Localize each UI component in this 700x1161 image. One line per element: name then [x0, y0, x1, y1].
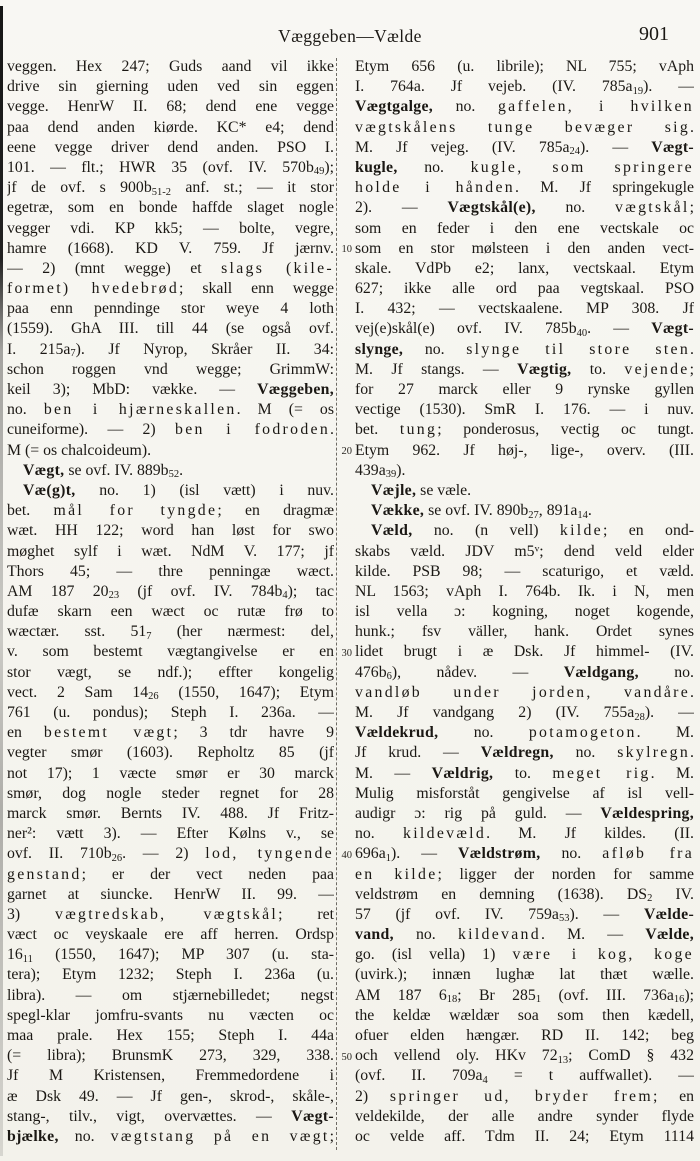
text-line: schon roggen vnd wegge; GrimmW: — [7, 360, 334, 378]
text-line: v. som bestemt vægtangivelse er en — [7, 643, 334, 661]
text-line: 101. — flt.; HWR 35 (ovf. IV. 570b49); — [7, 158, 334, 178]
text-line: garnet at siuncke. HenrW II. 99. — — [7, 885, 334, 903]
page-number: 901 — [639, 23, 669, 45]
text-line: (= libra); BrunsmK 273, 329, 338. — [7, 1047, 334, 1065]
text-line: drive sin gierning uden ved sin eggen — [7, 78, 334, 96]
text-line: 2) springer ud, bryder frem; en — [355, 1087, 694, 1105]
text-line: M. Jf vejeg. (IV. 785a24). — Vægt- — [355, 138, 694, 158]
text-line: formet) hvedebrød; skall enn wegge — [7, 280, 334, 298]
gutter-line-number: 30 — [341, 647, 352, 659]
text-line: 476b6), nådev. — Vældgang, no. — [355, 663, 694, 683]
text-line: for 27 marck eller 9 rynske gyllen — [355, 381, 694, 398]
column-divider-rule — [336, 58, 337, 1150]
text-line: vectige (1530). SmR I. 176. — i nuv. — [355, 401, 694, 419]
text-line: 761 (u. pondus); Steph I. 236a. — — [7, 704, 334, 721]
text-line: eene vegge driver dend anden. PSO I. — [7, 138, 334, 156]
text-line: ofuer elden hængær. RD II. 142; beg — [355, 1027, 694, 1044]
text-line: hamre (1668). KD V. 759. Jf jærnv. — [7, 239, 334, 257]
text-line: lidet brugt i æ Dsk. Jf himmel- (IV. — [355, 643, 694, 661]
text-line: I. 432; — vectskaalene. MP 308. Jf — [355, 300, 694, 318]
text-line: vandløb under jorden, vandåre. — [355, 683, 694, 701]
text-line: vect. 2 Sam 1426 (1550, 1647); Etym — [7, 683, 334, 703]
text-line: wæt. HH 122; word han løst for swo — [7, 522, 334, 540]
text-line: 3) vægtredskab, vægtskål; ret — [7, 905, 334, 923]
text-line: veggen. Hex 247; Guds aand vil ikke — [7, 58, 334, 75]
text-line: som en feder i den ene vectskale oc — [355, 219, 694, 237]
text-line: Mulig misforståt gengivelse af isl vell- — [355, 784, 694, 802]
text-line: — 2) (mnt wegge) et slags (kile- — [7, 259, 334, 277]
text-line: hunk.; fsv väller, hank. Ordet synes — [355, 623, 694, 641]
text-line: Vældekrud, no. potamogeton. M. — [355, 724, 694, 742]
text-line: en bestemt vægt; 3 tdr havre 9 — [7, 724, 334, 742]
text-line: Vægt, se ovf. IV. 889b52. — [23, 461, 184, 481]
text-line: cuneiforme). — 2) ben i fodroden. — [7, 421, 334, 439]
text-line: libra). — om stjærnebilledet; negst — [7, 986, 334, 1004]
text-line: som en stor mølsteen i den anden vect- — [355, 239, 694, 257]
text-line: (uvirk.); innæn lughæ lat thæt wælle. — [355, 966, 694, 984]
text-line: veldstrøm en demning (1638). DS2 IV. — [355, 885, 694, 905]
text-line: I. 215a7). Jf Nyrop, Skråer II. 34: — [7, 340, 334, 360]
text-line: vegter smør (1603). Repholtz 85 (jf — [7, 744, 334, 762]
text-line: bet. mål for tyngde; en dragmæ — [7, 502, 334, 520]
text-line: vej(e)skål(e) ovf. IV. 785b40. — Vægt- — [355, 320, 694, 339]
gutter-line-number: 50 — [341, 1051, 352, 1063]
text-line: maa prale. Hex 155; Steph I. 44a — [7, 1027, 334, 1044]
text-line: Vække, se ovf. IV. 890b27, 891a14. — [371, 502, 592, 521]
left-column — [7, 57, 334, 1147]
text-line: holde i hånden. M. Jf springekugle — [355, 179, 694, 197]
text-line: M. — Vældrig, to. meget rig. M. — [355, 764, 694, 782]
text-line: AM 187 618; Br 2851 (ovf. III. 736a16); — [355, 986, 694, 1006]
text-line: vegge. HenrW II. 68; dend ene vegge — [7, 98, 334, 116]
text-line: ovf. II. 710b26. — 2) lod, tyngende — [7, 845, 334, 864]
text-line: Væ(g)t, no. 1) (isl vætt) i nuv. — [23, 481, 334, 499]
text-line: skale. VdPb e2; lanx, vectskaal. Etym — [355, 259, 694, 277]
text-line: slynge, no. slynge til store sten. — [355, 340, 694, 358]
text-line: 439a39). — [355, 461, 406, 481]
text-line: 1611 (1550, 1647); MP 307 (u. sta- — [7, 946, 334, 965]
text-line: jf de ovf. s 900b51-2 anf. st.; — it stor — [7, 179, 334, 198]
text-line: Etym 656 (u. librile); NL 755; vAph — [355, 58, 694, 75]
text-line: skabs væld. JDV m5ᵛ; dend veld elder — [355, 542, 694, 560]
text-line: not 17); 1 væcte smør er 30 marck — [7, 764, 334, 782]
text-line: no. kildevæld. M. Jf kildes. (II. — [355, 825, 694, 843]
text-line: dufæ skarn een wæct oc rutæ frø to — [7, 603, 334, 621]
text-line: 627; ikke alle ord paa vegtskaal. PSO — [355, 280, 694, 298]
text-line: vegger vdi. KP kk5; — bolte, vegre, — [7, 219, 334, 237]
text-line: veldekilde, der alle andre synder flyde — [355, 1107, 694, 1125]
text-line: NL 1563; vAph I. 764b. Ik. i N, men — [355, 582, 694, 600]
text-line: (ovf. II. 709a4 = t auffwallet). — — [355, 1067, 694, 1086]
text-line: tera); Etym 1232; Steph I. 236a (u. — [7, 966, 334, 984]
text-line: paa dend anden kiørde. KC* e4; dend — [7, 118, 334, 136]
text-line: spegl-klar jomfru-svants nu væcten oc — [7, 1006, 334, 1024]
text-line: Vægtgalge, no. gaffelen, i hvilken — [355, 98, 694, 116]
text-line: paa enn penndinge stor weye 4 loth — [7, 300, 334, 318]
text-line: kugle, no. kugle, som springere — [355, 158, 694, 176]
text-line: stang-, tilv., vigt, overvættes. — Vægt- — [7, 1107, 334, 1125]
text-line: en kilde; ligger der norden for samme — [355, 865, 694, 883]
text-line: isl vella ɔ: kogning, noget kogende, — [355, 603, 694, 621]
text-line: genstand; er der vect neden paa — [7, 865, 334, 883]
right-column — [355, 57, 694, 1147]
text-line: 2). — Vægtskål(e), no. vægtskål; — [355, 199, 694, 217]
running-title: Væggeben—Vælde — [278, 26, 422, 46]
text-line: væct oc veyskaale ere aff herren. Ordsp — [7, 926, 334, 944]
text-line: Etym 962. Jf høj-, lige-, overv. (III. — [355, 441, 694, 459]
text-line: Væjle, se væle. — [371, 481, 472, 499]
gutter-line-number: 40 — [341, 849, 352, 861]
text-line: stor vægt, se ndf.); effter kongelig — [7, 663, 334, 681]
text-line: wæctær. sst. 517 (her nærmest: del, — [7, 623, 334, 642]
text-line: oc velde aff. Tdm II. 24; Etym 1114 — [355, 1127, 694, 1145]
gutter-line-number: 10 — [341, 243, 352, 255]
text-line: 696a1). — Vældstrøm, no. afløb fra — [355, 845, 694, 864]
text-line: ner²: vætt 3). — Efter Kølns v., se — [7, 825, 334, 843]
text-line: Væld, no. (n vell) kilde; en ond- — [371, 522, 694, 540]
text-line: smør, dog nogle steder regnet for 28 — [7, 784, 334, 802]
text-line: go. (isl vella) 1) være i kog, koge — [355, 946, 694, 964]
text-line: Jf M Kristensen, Fremmedordene i — [7, 1067, 334, 1085]
text-line: Thors 45; — thre penningæ wæct. — [7, 562, 334, 580]
text-line: møghet sylf i wæt. NdM V. 177; jf — [7, 542, 334, 560]
text-line: egetræ, som en bonde haffde slaget nogle — [7, 199, 334, 217]
text-line: M (= os chalcoideum). — [7, 441, 152, 459]
text-line: keil 3); MbD: vække. — Væggeben, — [7, 381, 334, 398]
text-line: audigr ɔ: rig på guld. — Vældespring, — [355, 804, 694, 822]
text-line: I. 764a. Jf vejeb. (IV. 785a19). — — [355, 78, 694, 97]
text-line: bjælke, no. vægtstang på en vægt; — [7, 1127, 334, 1145]
text-line: the keldæ wældær soa som then kædell, — [355, 1006, 694, 1024]
text-line: vand, no. kildevand. M. — Vælde, — [355, 926, 694, 944]
text-line: no. ben i hjærneskallen. M (= os — [7, 401, 334, 419]
text-line: vægtskålens tunge bevæger sig. — [355, 118, 694, 136]
text-line: (1559). GhA III. till 44 (se også ovf. — [7, 320, 334, 338]
scan-edge-artifact — [0, 6, 3, 1156]
gutter-line-number: 20 — [341, 445, 352, 457]
text-line: AM 187 2023 (jf ovf. IV. 784b4); tac — [7, 582, 334, 602]
text-line: marck smør. Bernts IV. 488. Jf Fritz- — [7, 804, 334, 822]
text-line: och vellend oly. HKv 7213; ComD § 432 — [355, 1047, 694, 1066]
text-line: æ Dsk 49. — Jf gen-, skrod-, skåle-, — [7, 1087, 334, 1105]
text-line: Jf krud. — Vældregn, no. skylregn. — [355, 744, 694, 762]
text-line: 57 (jf ovf. IV. 759a53). — Vælde- — [355, 905, 694, 925]
text-line: M. Jf stangs. — Vægtig, to. vejende; — [355, 360, 694, 378]
text-line: M. Jf vandgang 2) (IV. 755a28). — — [355, 704, 694, 723]
text-line: bet. tung; ponderosus, vectig oc tungt. — [355, 421, 694, 439]
text-line: kilde. PSB 98; — scaturigo, et væld. — [355, 562, 694, 580]
